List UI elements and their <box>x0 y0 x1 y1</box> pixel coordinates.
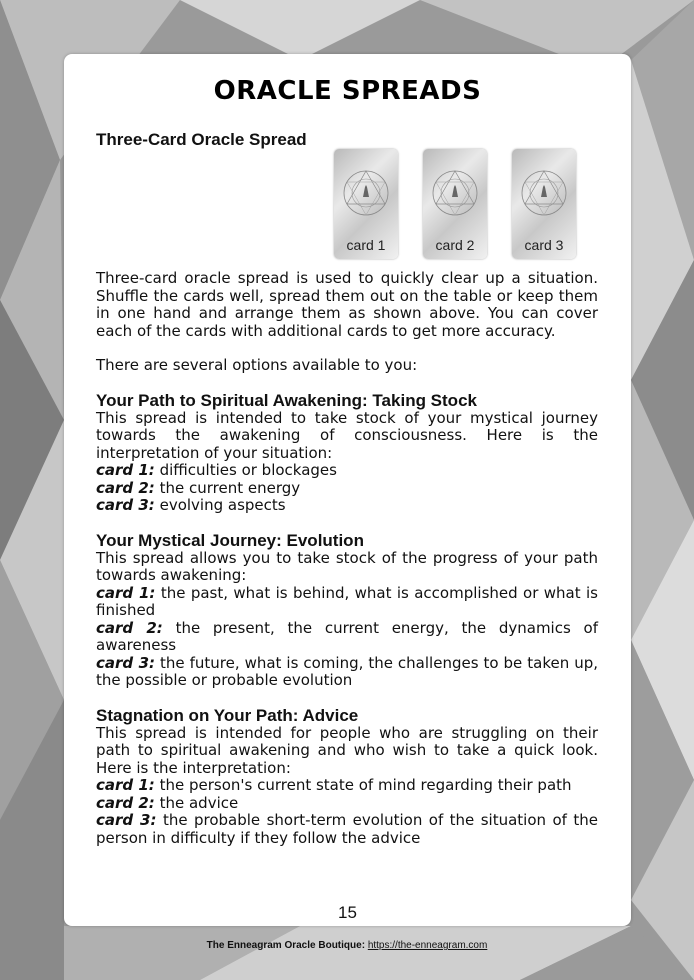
card-key: card 2: <box>96 793 155 812</box>
page-number: 15 <box>338 903 357 922</box>
card-line <box>96 777 598 795</box>
card-meaning: evolving aspects <box>159 496 286 514</box>
oracle-card-2 <box>423 149 487 259</box>
section-description: This spread is intended to take stock of your mystical journey towards the awakening of consciousness. Here is the interpretation of your situation: <box>96 408 598 462</box>
card-meaning: the present, the current energy, the dynamics of awareness <box>96 618 598 654</box>
card-key: card 3: <box>96 496 155 514</box>
card-meaning: the advice <box>159 793 239 812</box>
card-layout <box>334 149 584 261</box>
section-description: This spread is intended for people who are struggling on their path to spiritual awakening and who wish to take a quick look. Here is the interpretation: <box>96 723 598 777</box>
section-taking-stock <box>96 392 598 515</box>
card-line <box>96 480 598 498</box>
section-evolution <box>96 532 598 690</box>
card-line <box>96 462 598 480</box>
card-label: card 2 <box>435 237 475 253</box>
card-line <box>96 585 598 620</box>
card-key: card 2: <box>96 618 163 637</box>
page-body <box>96 270 598 847</box>
card-line <box>96 812 598 847</box>
section-heading: Stagnation on Your Path: Advice <box>96 705 359 725</box>
card-key: card 2: <box>96 478 155 497</box>
enneagram-hands-icon <box>427 163 483 223</box>
spread-title: Three-Card Oracle Spread <box>96 130 307 149</box>
section-description: This spread allows you to take stock of the progress of your path towards awakening: <box>96 548 598 584</box>
footer-link[interactable]: https://the-enneagram.com <box>367 940 488 951</box>
card-line <box>96 655 598 690</box>
card-meaning: the person's current state of mind regarding their path <box>159 776 572 794</box>
card-key: card 1: <box>96 583 156 602</box>
card-key: card 1: <box>96 461 155 479</box>
card-key: card 1: <box>96 776 155 794</box>
card-meaning: the past, what is behind, what is accomplished or what is finished <box>96 583 598 619</box>
card-key: card 3: <box>96 653 156 672</box>
intro-paragraph: Three-card oracle spread is used to quickly clear up a situation. Shuffle the cards well, spread them out on the table or keep them in one hand and arrange them as shown above. You can cover each of the cards with additional cards to get more accuracy. <box>96 269 598 340</box>
card-meaning: difficulties or blockages <box>159 461 337 479</box>
section-heading: Your Mystical Journey: Evolution <box>96 530 364 550</box>
card-label: card 1 <box>346 237 386 253</box>
options-intro: There are several options available to you: <box>96 356 418 374</box>
footer-brand: The Enneagram Oracle Boutique: <box>206 940 366 951</box>
section-heading: Your Path to Spiritual Awakening: Taking Stock <box>96 390 477 410</box>
card-line <box>96 795 598 813</box>
card-label: card 3 <box>524 237 564 253</box>
oracle-card-3 <box>512 149 576 259</box>
page-panel <box>64 54 631 926</box>
page-title: ORACLE SPREADS <box>213 76 482 106</box>
oracle-card-1 <box>334 149 398 259</box>
enneagram-hands-icon <box>338 163 394 223</box>
card-meaning: the probable short-term evolution of the situation of the person in difficulty if they follow the advice <box>96 811 598 847</box>
card-meaning: the current energy <box>159 478 301 497</box>
card-meaning: the future, what is coming, the challenges to be taken up, the possible or probable evolution <box>96 653 598 689</box>
card-key: card 3: <box>96 811 157 829</box>
section-advice <box>96 707 598 848</box>
card-line <box>96 620 598 655</box>
footer <box>0 940 694 951</box>
card-line <box>96 497 598 515</box>
enneagram-hands-icon <box>516 163 572 223</box>
